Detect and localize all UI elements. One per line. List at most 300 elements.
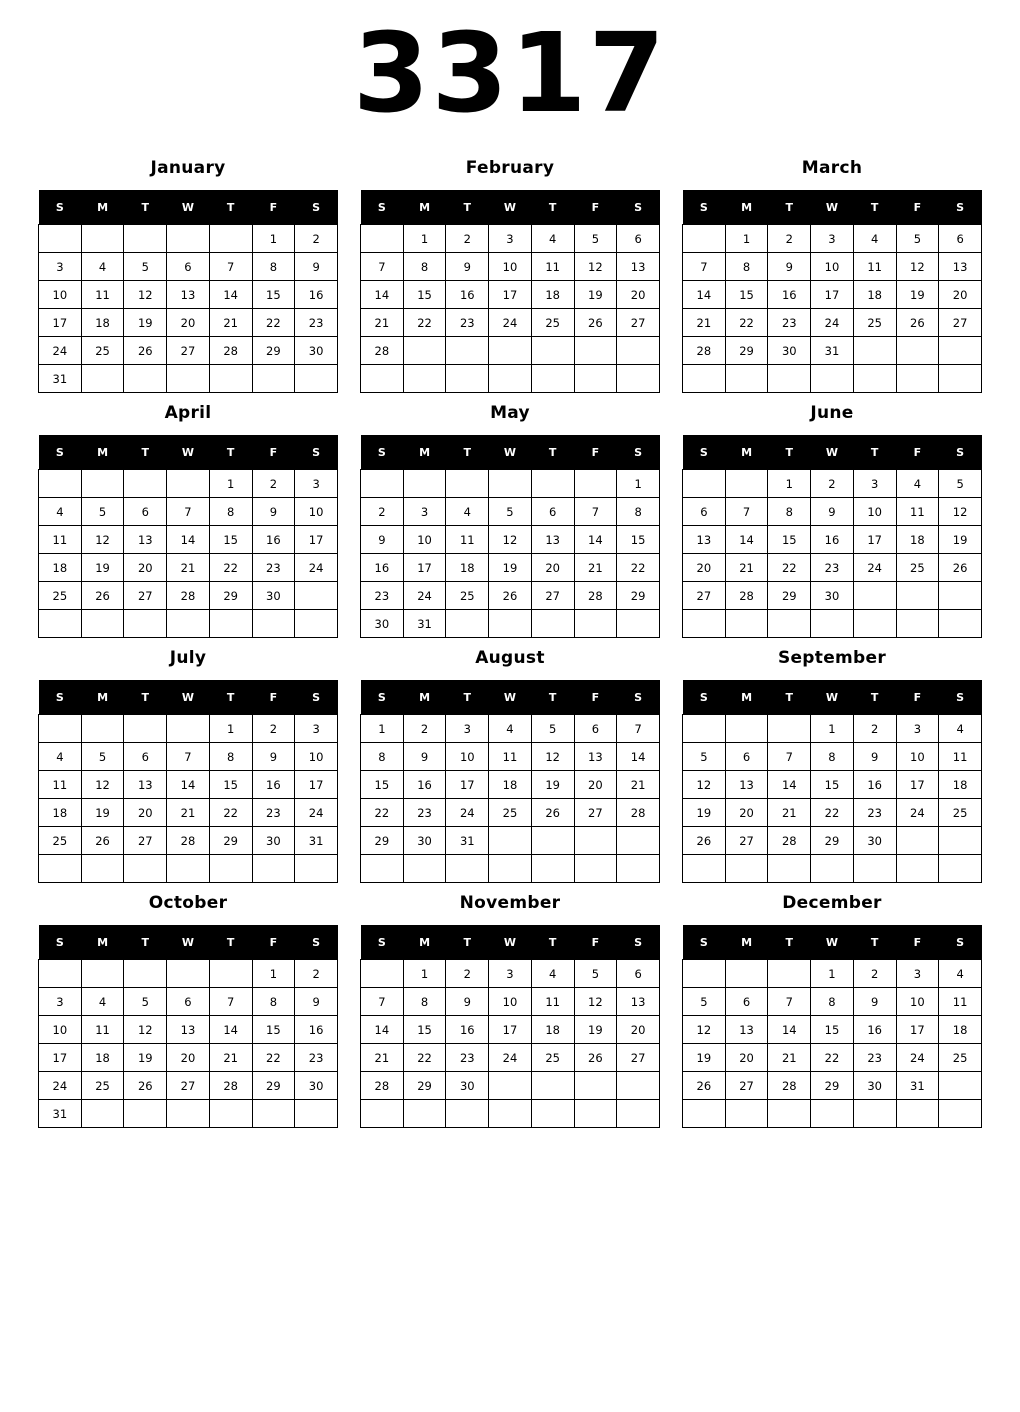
day-cell[interactable]: 15	[361, 771, 404, 799]
day-cell[interactable]: 6	[124, 743, 167, 771]
day-cell[interactable]: 14	[768, 771, 811, 799]
day-cell[interactable]: 9	[446, 988, 489, 1016]
day-cell[interactable]: 11	[446, 526, 489, 554]
day-cell[interactable]: 16	[446, 281, 489, 309]
day-cell[interactable]: 6	[617, 960, 660, 988]
day-cell[interactable]: 7	[725, 498, 768, 526]
day-cell[interactable]: 19	[124, 309, 167, 337]
day-cell[interactable]: 26	[574, 309, 617, 337]
day-cell[interactable]: 22	[209, 554, 252, 582]
day-cell[interactable]: 27	[124, 827, 167, 855]
day-cell[interactable]: 20	[725, 799, 768, 827]
day-cell[interactable]: 27	[124, 582, 167, 610]
day-cell[interactable]: 12	[683, 1016, 726, 1044]
day-cell[interactable]: 13	[683, 526, 726, 554]
day-cell[interactable]: 1	[361, 715, 404, 743]
day-cell[interactable]: 19	[124, 1044, 167, 1072]
day-cell[interactable]: 1	[617, 470, 660, 498]
day-cell[interactable]: 25	[531, 1044, 574, 1072]
day-cell[interactable]: 8	[811, 988, 854, 1016]
day-cell[interactable]: 19	[574, 1016, 617, 1044]
day-cell[interactable]: 13	[167, 1016, 210, 1044]
day-cell[interactable]: 3	[446, 715, 489, 743]
day-cell[interactable]: 8	[768, 498, 811, 526]
day-cell[interactable]: 14	[617, 743, 660, 771]
day-cell[interactable]: 23	[446, 309, 489, 337]
day-cell[interactable]: 7	[167, 743, 210, 771]
day-cell[interactable]: 14	[209, 281, 252, 309]
day-cell[interactable]: 27	[574, 799, 617, 827]
day-cell[interactable]: 13	[617, 253, 660, 281]
day-cell[interactable]: 23	[252, 799, 295, 827]
day-cell[interactable]: 5	[939, 470, 982, 498]
day-cell[interactable]: 30	[853, 1072, 896, 1100]
day-cell[interactable]: 5	[531, 715, 574, 743]
day-cell[interactable]: 10	[39, 281, 82, 309]
day-cell[interactable]: 21	[361, 1044, 404, 1072]
day-cell[interactable]: 31	[295, 827, 338, 855]
day-cell[interactable]: 3	[39, 988, 82, 1016]
day-cell[interactable]: 3	[811, 225, 854, 253]
day-cell[interactable]: 3	[853, 470, 896, 498]
day-cell[interactable]: 1	[403, 225, 446, 253]
day-cell[interactable]: 30	[853, 827, 896, 855]
day-cell[interactable]: 14	[725, 526, 768, 554]
day-cell[interactable]: 16	[295, 281, 338, 309]
day-cell[interactable]: 22	[209, 799, 252, 827]
day-cell[interactable]: 16	[446, 1016, 489, 1044]
day-cell[interactable]: 12	[574, 253, 617, 281]
day-cell[interactable]: 7	[574, 498, 617, 526]
day-cell[interactable]: 28	[167, 827, 210, 855]
day-cell[interactable]: 18	[853, 281, 896, 309]
day-cell[interactable]: 8	[252, 988, 295, 1016]
day-cell[interactable]: 15	[725, 281, 768, 309]
day-cell[interactable]: 25	[81, 1072, 124, 1100]
day-cell[interactable]: 17	[489, 1016, 532, 1044]
day-cell[interactable]: 24	[446, 799, 489, 827]
day-cell[interactable]: 6	[167, 988, 210, 1016]
day-cell[interactable]: 15	[811, 1016, 854, 1044]
day-cell[interactable]: 19	[489, 554, 532, 582]
day-cell[interactable]: 13	[167, 281, 210, 309]
day-cell[interactable]: 10	[896, 743, 939, 771]
day-cell[interactable]: 13	[574, 743, 617, 771]
day-cell[interactable]: 12	[531, 743, 574, 771]
day-cell[interactable]: 7	[617, 715, 660, 743]
day-cell[interactable]: 22	[617, 554, 660, 582]
day-cell[interactable]: 27	[167, 1072, 210, 1100]
day-cell[interactable]: 11	[896, 498, 939, 526]
day-cell[interactable]: 17	[489, 281, 532, 309]
day-cell[interactable]: 30	[446, 1072, 489, 1100]
day-cell[interactable]: 26	[531, 799, 574, 827]
day-cell[interactable]: 28	[768, 827, 811, 855]
day-cell[interactable]: 28	[167, 582, 210, 610]
day-cell[interactable]: 22	[252, 1044, 295, 1072]
day-cell[interactable]: 17	[853, 526, 896, 554]
day-cell[interactable]: 3	[403, 498, 446, 526]
day-cell[interactable]: 9	[853, 743, 896, 771]
day-cell[interactable]: 27	[617, 1044, 660, 1072]
day-cell[interactable]: 24	[896, 799, 939, 827]
day-cell[interactable]: 19	[939, 526, 982, 554]
day-cell[interactable]: 10	[489, 988, 532, 1016]
day-cell[interactable]: 21	[683, 309, 726, 337]
day-cell[interactable]: 18	[531, 281, 574, 309]
day-cell[interactable]: 29	[811, 1072, 854, 1100]
day-cell[interactable]: 15	[252, 1016, 295, 1044]
day-cell[interactable]: 7	[167, 498, 210, 526]
day-cell[interactable]: 19	[81, 799, 124, 827]
day-cell[interactable]: 27	[167, 337, 210, 365]
day-cell[interactable]: 16	[252, 771, 295, 799]
day-cell[interactable]: 12	[574, 988, 617, 1016]
day-cell[interactable]: 31	[39, 1100, 82, 1128]
day-cell[interactable]: 22	[252, 309, 295, 337]
day-cell[interactable]: 11	[39, 771, 82, 799]
day-cell[interactable]: 31	[39, 365, 82, 393]
day-cell[interactable]: 1	[768, 470, 811, 498]
day-cell[interactable]: 1	[252, 225, 295, 253]
day-cell[interactable]: 16	[768, 281, 811, 309]
day-cell[interactable]: 15	[811, 771, 854, 799]
day-cell[interactable]: 12	[939, 498, 982, 526]
day-cell[interactable]: 10	[896, 988, 939, 1016]
day-cell[interactable]: 9	[811, 498, 854, 526]
day-cell[interactable]: 5	[489, 498, 532, 526]
day-cell[interactable]: 20	[683, 554, 726, 582]
day-cell[interactable]: 23	[295, 309, 338, 337]
day-cell[interactable]: 17	[39, 1044, 82, 1072]
day-cell[interactable]: 11	[39, 526, 82, 554]
day-cell[interactable]: 31	[403, 610, 446, 638]
day-cell[interactable]: 20	[124, 554, 167, 582]
day-cell[interactable]: 5	[683, 988, 726, 1016]
day-cell[interactable]: 16	[252, 526, 295, 554]
day-cell[interactable]: 2	[446, 960, 489, 988]
day-cell[interactable]: 1	[725, 225, 768, 253]
day-cell[interactable]: 4	[853, 225, 896, 253]
day-cell[interactable]: 4	[81, 988, 124, 1016]
day-cell[interactable]: 11	[531, 253, 574, 281]
day-cell[interactable]: 11	[939, 743, 982, 771]
day-cell[interactable]: 19	[81, 554, 124, 582]
day-cell[interactable]: 24	[811, 309, 854, 337]
day-cell[interactable]: 25	[853, 309, 896, 337]
day-cell[interactable]: 21	[209, 1044, 252, 1072]
day-cell[interactable]: 22	[403, 309, 446, 337]
day-cell[interactable]: 13	[725, 771, 768, 799]
day-cell[interactable]: 25	[446, 582, 489, 610]
day-cell[interactable]: 26	[896, 309, 939, 337]
day-cell[interactable]: 29	[617, 582, 660, 610]
day-cell[interactable]: 2	[252, 470, 295, 498]
day-cell[interactable]: 23	[295, 1044, 338, 1072]
day-cell[interactable]: 17	[403, 554, 446, 582]
day-cell[interactable]: 24	[896, 1044, 939, 1072]
day-cell[interactable]: 1	[209, 470, 252, 498]
day-cell[interactable]: 1	[811, 960, 854, 988]
day-cell[interactable]: 24	[295, 799, 338, 827]
day-cell[interactable]: 27	[683, 582, 726, 610]
day-cell[interactable]: 14	[768, 1016, 811, 1044]
day-cell[interactable]: 26	[124, 337, 167, 365]
day-cell[interactable]: 5	[81, 743, 124, 771]
day-cell[interactable]: 4	[39, 498, 82, 526]
day-cell[interactable]: 16	[853, 771, 896, 799]
day-cell[interactable]: 6	[939, 225, 982, 253]
day-cell[interactable]: 4	[39, 743, 82, 771]
day-cell[interactable]: 20	[617, 1016, 660, 1044]
day-cell[interactable]: 3	[489, 960, 532, 988]
day-cell[interactable]: 30	[252, 827, 295, 855]
day-cell[interactable]: 8	[209, 743, 252, 771]
day-cell[interactable]: 4	[939, 715, 982, 743]
day-cell[interactable]: 31	[811, 337, 854, 365]
day-cell[interactable]: 10	[295, 498, 338, 526]
day-cell[interactable]: 21	[209, 309, 252, 337]
day-cell[interactable]: 2	[853, 960, 896, 988]
day-cell[interactable]: 24	[853, 554, 896, 582]
day-cell[interactable]: 8	[209, 498, 252, 526]
day-cell[interactable]: 19	[531, 771, 574, 799]
day-cell[interactable]: 8	[403, 988, 446, 1016]
day-cell[interactable]: 14	[574, 526, 617, 554]
day-cell[interactable]: 15	[209, 526, 252, 554]
day-cell[interactable]: 12	[896, 253, 939, 281]
day-cell[interactable]: 6	[725, 988, 768, 1016]
day-cell[interactable]: 10	[295, 743, 338, 771]
day-cell[interactable]: 23	[252, 554, 295, 582]
day-cell[interactable]: 2	[853, 715, 896, 743]
day-cell[interactable]: 29	[725, 337, 768, 365]
day-cell[interactable]: 7	[768, 988, 811, 1016]
day-cell[interactable]: 6	[531, 498, 574, 526]
day-cell[interactable]: 25	[39, 582, 82, 610]
day-cell[interactable]: 25	[939, 799, 982, 827]
day-cell[interactable]: 2	[811, 470, 854, 498]
day-cell[interactable]: 9	[252, 743, 295, 771]
day-cell[interactable]: 15	[209, 771, 252, 799]
day-cell[interactable]: 15	[403, 281, 446, 309]
day-cell[interactable]: 25	[489, 799, 532, 827]
day-cell[interactable]: 9	[295, 988, 338, 1016]
day-cell[interactable]: 28	[209, 337, 252, 365]
day-cell[interactable]: 7	[209, 253, 252, 281]
day-cell[interactable]: 24	[39, 337, 82, 365]
day-cell[interactable]: 29	[811, 827, 854, 855]
day-cell[interactable]: 28	[209, 1072, 252, 1100]
day-cell[interactable]: 9	[403, 743, 446, 771]
day-cell[interactable]: 30	[295, 1072, 338, 1100]
day-cell[interactable]: 24	[489, 1044, 532, 1072]
day-cell[interactable]: 5	[683, 743, 726, 771]
day-cell[interactable]: 8	[725, 253, 768, 281]
day-cell[interactable]: 2	[768, 225, 811, 253]
day-cell[interactable]: 21	[617, 771, 660, 799]
day-cell[interactable]: 26	[574, 1044, 617, 1072]
day-cell[interactable]: 11	[939, 988, 982, 1016]
day-cell[interactable]: 8	[617, 498, 660, 526]
day-cell[interactable]: 21	[361, 309, 404, 337]
day-cell[interactable]: 23	[853, 799, 896, 827]
day-cell[interactable]: 28	[574, 582, 617, 610]
day-cell[interactable]: 20	[167, 309, 210, 337]
day-cell[interactable]: 18	[939, 1016, 982, 1044]
day-cell[interactable]: 20	[574, 771, 617, 799]
day-cell[interactable]: 31	[446, 827, 489, 855]
day-cell[interactable]: 17	[295, 771, 338, 799]
day-cell[interactable]: 28	[725, 582, 768, 610]
day-cell[interactable]: 23	[446, 1044, 489, 1072]
day-cell[interactable]: 21	[574, 554, 617, 582]
day-cell[interactable]: 30	[811, 582, 854, 610]
day-cell[interactable]: 18	[446, 554, 489, 582]
day-cell[interactable]: 22	[725, 309, 768, 337]
day-cell[interactable]: 18	[939, 771, 982, 799]
day-cell[interactable]: 11	[81, 281, 124, 309]
day-cell[interactable]: 20	[939, 281, 982, 309]
day-cell[interactable]: 5	[574, 960, 617, 988]
day-cell[interactable]: 14	[361, 281, 404, 309]
day-cell[interactable]: 12	[81, 526, 124, 554]
day-cell[interactable]: 13	[124, 526, 167, 554]
day-cell[interactable]: 16	[403, 771, 446, 799]
day-cell[interactable]: 20	[617, 281, 660, 309]
day-cell[interactable]: 26	[489, 582, 532, 610]
day-cell[interactable]: 27	[617, 309, 660, 337]
day-cell[interactable]: 3	[896, 715, 939, 743]
day-cell[interactable]: 11	[489, 743, 532, 771]
day-cell[interactable]: 27	[939, 309, 982, 337]
day-cell[interactable]: 4	[531, 960, 574, 988]
day-cell[interactable]: 17	[295, 526, 338, 554]
day-cell[interactable]: 2	[403, 715, 446, 743]
day-cell[interactable]: 3	[295, 715, 338, 743]
day-cell[interactable]: 8	[811, 743, 854, 771]
day-cell[interactable]: 25	[531, 309, 574, 337]
day-cell[interactable]: 15	[403, 1016, 446, 1044]
day-cell[interactable]: 7	[361, 253, 404, 281]
day-cell[interactable]: 2	[295, 225, 338, 253]
day-cell[interactable]: 10	[39, 1016, 82, 1044]
day-cell[interactable]: 17	[896, 771, 939, 799]
day-cell[interactable]: 21	[167, 799, 210, 827]
day-cell[interactable]: 4	[489, 715, 532, 743]
day-cell[interactable]: 27	[725, 1072, 768, 1100]
day-cell[interactable]: 12	[81, 771, 124, 799]
day-cell[interactable]: 24	[403, 582, 446, 610]
day-cell[interactable]: 29	[361, 827, 404, 855]
day-cell[interactable]: 26	[683, 1072, 726, 1100]
day-cell[interactable]: 30	[361, 610, 404, 638]
day-cell[interactable]: 23	[853, 1044, 896, 1072]
day-cell[interactable]: 30	[768, 337, 811, 365]
day-cell[interactable]: 10	[403, 526, 446, 554]
day-cell[interactable]: 25	[896, 554, 939, 582]
day-cell[interactable]: 21	[725, 554, 768, 582]
day-cell[interactable]: 26	[683, 827, 726, 855]
day-cell[interactable]: 1	[209, 715, 252, 743]
day-cell[interactable]: 5	[124, 988, 167, 1016]
day-cell[interactable]: 12	[489, 526, 532, 554]
day-cell[interactable]: 16	[853, 1016, 896, 1044]
day-cell[interactable]: 31	[896, 1072, 939, 1100]
day-cell[interactable]: 17	[896, 1016, 939, 1044]
day-cell[interactable]: 18	[489, 771, 532, 799]
day-cell[interactable]: 29	[768, 582, 811, 610]
day-cell[interactable]: 17	[446, 771, 489, 799]
day-cell[interactable]: 15	[617, 526, 660, 554]
day-cell[interactable]: 29	[252, 337, 295, 365]
day-cell[interactable]: 28	[683, 337, 726, 365]
day-cell[interactable]: 8	[361, 743, 404, 771]
day-cell[interactable]: 12	[124, 281, 167, 309]
day-cell[interactable]: 4	[531, 225, 574, 253]
day-cell[interactable]: 23	[403, 799, 446, 827]
day-cell[interactable]: 13	[939, 253, 982, 281]
day-cell[interactable]: 29	[209, 582, 252, 610]
day-cell[interactable]: 5	[81, 498, 124, 526]
day-cell[interactable]: 16	[361, 554, 404, 582]
day-cell[interactable]: 21	[167, 554, 210, 582]
day-cell[interactable]: 24	[489, 309, 532, 337]
day-cell[interactable]: 10	[811, 253, 854, 281]
day-cell[interactable]: 26	[939, 554, 982, 582]
day-cell[interactable]: 6	[725, 743, 768, 771]
day-cell[interactable]: 28	[361, 1072, 404, 1100]
day-cell[interactable]: 29	[252, 1072, 295, 1100]
day-cell[interactable]: 9	[768, 253, 811, 281]
day-cell[interactable]: 27	[531, 582, 574, 610]
day-cell[interactable]: 20	[124, 799, 167, 827]
day-cell[interactable]: 6	[124, 498, 167, 526]
day-cell[interactable]: 18	[896, 526, 939, 554]
day-cell[interactable]: 2	[361, 498, 404, 526]
day-cell[interactable]: 9	[361, 526, 404, 554]
day-cell[interactable]: 25	[39, 827, 82, 855]
day-cell[interactable]: 15	[768, 526, 811, 554]
day-cell[interactable]: 11	[853, 253, 896, 281]
day-cell[interactable]: 2	[446, 225, 489, 253]
day-cell[interactable]: 9	[446, 253, 489, 281]
day-cell[interactable]: 25	[939, 1044, 982, 1072]
day-cell[interactable]: 13	[617, 988, 660, 1016]
day-cell[interactable]: 2	[252, 715, 295, 743]
day-cell[interactable]: 13	[531, 526, 574, 554]
day-cell[interactable]: 19	[683, 1044, 726, 1072]
day-cell[interactable]: 23	[768, 309, 811, 337]
day-cell[interactable]: 20	[531, 554, 574, 582]
day-cell[interactable]: 26	[81, 582, 124, 610]
day-cell[interactable]: 9	[295, 253, 338, 281]
day-cell[interactable]: 7	[361, 988, 404, 1016]
day-cell[interactable]: 8	[252, 253, 295, 281]
day-cell[interactable]: 22	[811, 1044, 854, 1072]
day-cell[interactable]: 18	[39, 799, 82, 827]
day-cell[interactable]: 27	[725, 827, 768, 855]
day-cell[interactable]: 4	[939, 960, 982, 988]
day-cell[interactable]: 19	[574, 281, 617, 309]
day-cell[interactable]: 18	[531, 1016, 574, 1044]
day-cell[interactable]: 18	[81, 309, 124, 337]
day-cell[interactable]: 17	[811, 281, 854, 309]
day-cell[interactable]: 20	[167, 1044, 210, 1072]
day-cell[interactable]: 25	[81, 337, 124, 365]
day-cell[interactable]: 20	[725, 1044, 768, 1072]
day-cell[interactable]: 3	[896, 960, 939, 988]
